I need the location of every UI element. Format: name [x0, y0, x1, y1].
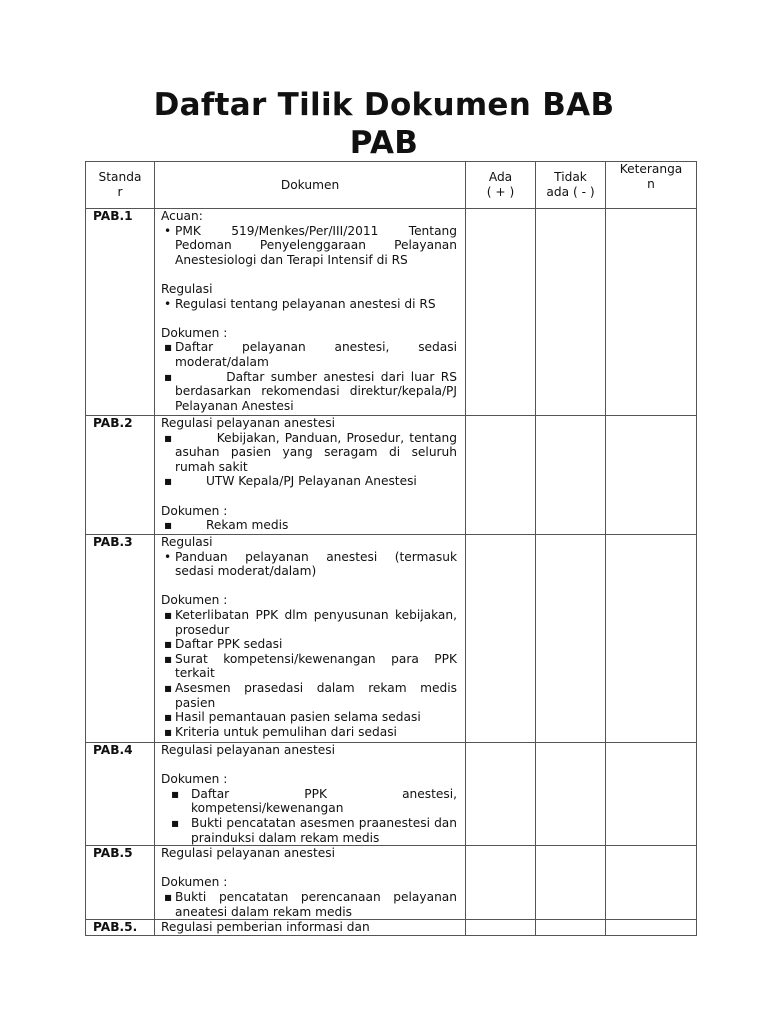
spacer: [161, 489, 457, 504]
dokumen-cell: [155, 846, 466, 920]
header-standar: [86, 162, 155, 209]
section-label: Regulasi pelayanan anestesi: [161, 743, 335, 757]
list-item: [161, 637, 457, 652]
bullet-square-icon: ▪: [164, 369, 173, 384]
keterangan-cell[interactable]: [606, 920, 697, 936]
section-label: Dokumen :: [161, 772, 228, 787]
list-item: [161, 815, 461, 845]
list-item: [161, 651, 461, 681]
keterangan-cell[interactable]: [606, 846, 697, 920]
standar-cell: PAB.3: [86, 535, 155, 743]
bullet-square-icon: ▪: [164, 474, 173, 489]
section-label: Dokumen :: [161, 503, 228, 518]
spacer: [161, 579, 457, 594]
dokumen-cell: [155, 920, 466, 936]
bullet-square-icon: ▪: [164, 340, 173, 355]
bullet-square-icon: ▪: [171, 786, 180, 801]
list-item: [161, 369, 461, 414]
ada-cell[interactable]: [466, 920, 536, 936]
table-row: [86, 920, 697, 936]
list-item: [161, 297, 457, 312]
header-text: Keteranga: [619, 162, 683, 176]
standar-cell: PAB.2: [86, 416, 155, 535]
keterangan-cell[interactable]: [606, 209, 697, 416]
tidak-ada-cell[interactable]: [536, 743, 606, 846]
header-ada: [466, 162, 536, 209]
dokumen-cell: [155, 743, 466, 846]
list-item-text: Kriteria untuk pemulihan dari sedasi: [175, 724, 397, 739]
list-item: [161, 680, 461, 710]
tidak-ada-cell[interactable]: [536, 920, 606, 936]
bullet-square-icon: ▪: [164, 518, 173, 533]
spacer: [161, 311, 457, 326]
list-item: [161, 518, 457, 533]
ada-cell[interactable]: [466, 743, 536, 846]
standar-cell: PAB.4: [86, 743, 155, 846]
dokumen-cell: [155, 416, 466, 535]
list-item-text: Surat kompetensi/kewenangan para PPK terkait: [175, 651, 461, 681]
spacer: [161, 861, 457, 876]
spacer: [161, 758, 457, 773]
list-item: [161, 340, 461, 369]
list-item: [161, 786, 461, 816]
page-title: [0, 86, 768, 162]
section-label: Dokumen :: [161, 593, 228, 608]
list-item-text: Asesmen prasedasi dalam rekam medis pasien: [175, 680, 461, 710]
list-item: [161, 889, 461, 919]
table-row: [86, 846, 697, 920]
standar-cell: PAB.5: [86, 846, 155, 920]
header-row: [86, 162, 697, 209]
header-text: Dokumen: [280, 177, 340, 192]
list-item-text: Panduan pelayanan anestesi (termasuk sedasi moderat/dalam): [175, 549, 461, 579]
bullet-square-icon: ▪: [164, 680, 173, 695]
table-row: [86, 743, 697, 846]
header-text: ( + ): [486, 185, 515, 199]
list-item-text: Hasil pemantauan pasien selama sedasi: [175, 710, 421, 725]
table-row: [86, 209, 697, 416]
list-item-text: Kebijakan, Panduan, Prosedur, tentang asuhan pasien yang seragam di seluruh rumah sakit: [175, 430, 465, 474]
list-item: [161, 430, 465, 475]
list-item: [161, 725, 457, 740]
header-text: Tidak: [554, 170, 587, 185]
tidak-ada-cell[interactable]: [536, 846, 606, 920]
list-item-text: Daftar PPK anestesi, kompetensi/kewenangan: [191, 786, 461, 816]
tidak-ada-cell[interactable]: [536, 209, 606, 416]
list-item-text: Daftar sumber anestesi dari luar RS berdasarkan rekomendasi direktur/kepala/PJ Pelayanan Anestesi: [175, 369, 461, 413]
keterangan-cell[interactable]: [606, 416, 697, 535]
list-item-text: PMK 519/Menkes/Per/III/2011 Tentang Pedoman Penyelenggaraan Pelayanan Anestesiologi dan Terapi Intensif di RS: [175, 223, 461, 267]
header-keterangan: [606, 162, 697, 209]
section-label: Regulasi pelayanan anestesi: [161, 846, 335, 861]
list-item-text: Keterlibatan PPK dlm penyusunan kebijakan, prosedur: [175, 607, 461, 637]
list-item-text: Daftar PPK sedasi: [175, 637, 283, 652]
standar-cell: PAB.1: [86, 209, 155, 416]
spacer: [161, 267, 457, 282]
bullet-dot-icon: •: [164, 223, 172, 238]
list-item-text: Bukti pencatatan perencanaan pelayanan aneatesi dalam rekam medis: [175, 889, 461, 919]
list-item: [161, 549, 461, 579]
section-label: Regulasi pemberian informasi dan: [161, 920, 370, 935]
header-text: n: [647, 176, 655, 191]
keterangan-cell[interactable]: [606, 535, 697, 743]
bullet-square-icon: ▪: [164, 889, 173, 904]
dokumen-cell: [155, 535, 466, 743]
header-text: Ada: [488, 170, 513, 185]
section-label: Regulasi pelayanan anestesi: [161, 416, 335, 430]
ada-cell[interactable]: [466, 209, 536, 416]
list-item: [161, 607, 461, 637]
ada-cell[interactable]: [466, 846, 536, 920]
header-text: ada ( - ): [546, 185, 595, 199]
table-row: [86, 535, 697, 743]
ada-cell[interactable]: [466, 535, 536, 743]
section-label: Dokumen :: [161, 325, 228, 340]
keterangan-cell[interactable]: [606, 743, 697, 846]
list-item: [161, 710, 457, 725]
table-row: [86, 416, 697, 535]
dokumen-cell: [155, 209, 466, 416]
title-line-1: Daftar Tilik Dokumen BAB: [153, 87, 615, 123]
list-item-text: Bukti pencatatan asesmen praanestesi dan prainduksi dalam rekam medis: [191, 815, 461, 845]
header-text: Standa: [98, 170, 142, 185]
section-label: Acuan:: [161, 209, 203, 223]
list-item-text: Rekam medis: [175, 518, 289, 533]
bullet-dot-icon: •: [164, 549, 172, 564]
bullet-dot-icon: •: [164, 296, 172, 311]
ada-cell[interactable]: [466, 416, 536, 535]
list-item-text: Regulasi tentang pelayanan anestesi di RS: [175, 296, 436, 311]
section-label: Regulasi: [161, 535, 213, 549]
standar-cell: PAB.5.: [86, 920, 155, 936]
header-text: r: [117, 185, 123, 199]
bullet-square-icon: ▪: [164, 637, 173, 652]
list-item-text: Daftar pelayanan anestesi, sedasi moderat/dalam: [175, 340, 461, 369]
bullet-square-icon: ▪: [164, 651, 173, 666]
section-label: Regulasi: [161, 281, 213, 296]
list-item-text: UTW Kepala/PJ Pelayanan Anestesi: [175, 474, 417, 489]
bullet-square-icon: ▪: [164, 607, 173, 622]
bullet-square-icon: ▪: [164, 710, 173, 725]
bullet-square-icon: ▪: [171, 815, 180, 830]
bullet-square-icon: ▪: [164, 430, 173, 445]
tidak-ada-cell[interactable]: [536, 416, 606, 535]
list-item: [161, 223, 461, 268]
checklist-table: [85, 161, 697, 936]
header-tidak-ada: [536, 162, 606, 209]
title-line-2: PAB: [349, 125, 419, 161]
section-label: Dokumen :: [161, 875, 228, 890]
header-dokumen: [155, 162, 466, 209]
bullet-square-icon: ▪: [164, 724, 173, 739]
list-item: [161, 474, 457, 489]
tidak-ada-cell[interactable]: [536, 535, 606, 743]
